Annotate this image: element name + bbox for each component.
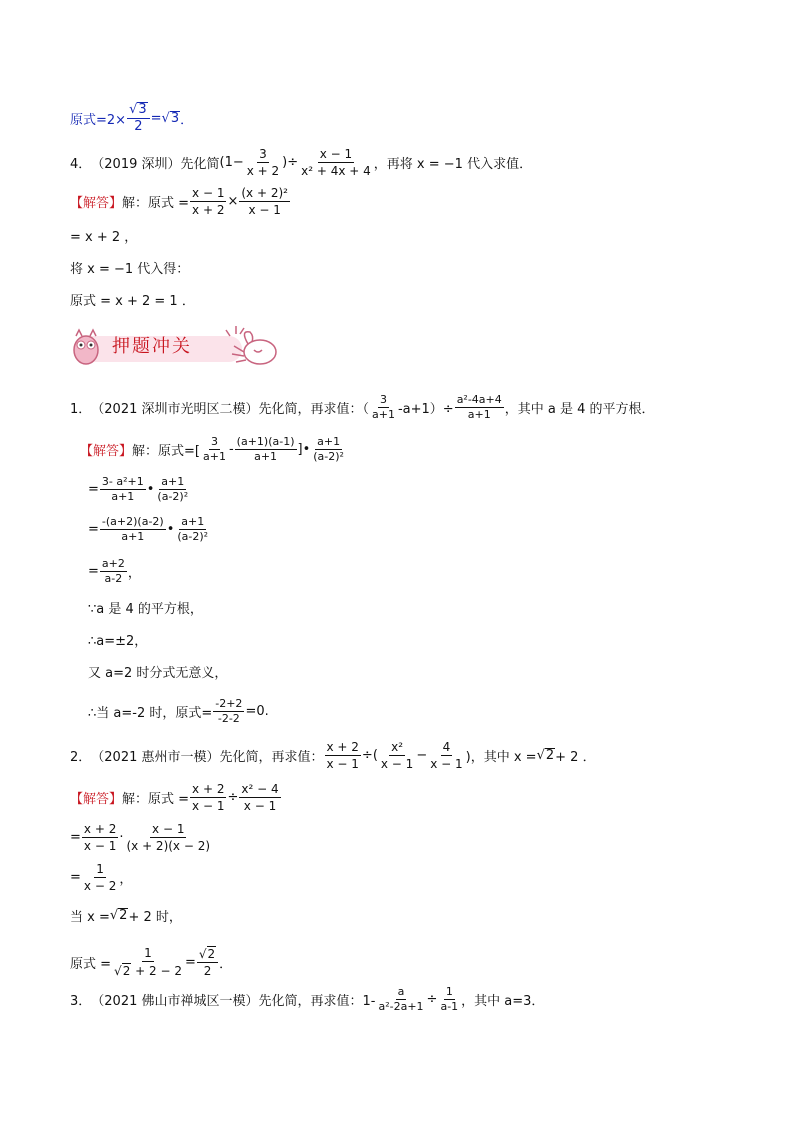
- problem-1: 1． （2021 深圳市光明区二模）先化简，再求值：（ $\frac{3}{a+1}$ -a+1）÷ $\frac{\text{a²-4a+4}}{a+1}$ ，其中 a 是 4 的平方根．: [70, 393, 655, 421]
- q4-answer-line-3: 将 x = −1 代入得：: [70, 262, 190, 277]
- p1-answer-line-8: ∴当 a=-2 时，原式= $\frac{-2+2}{-2-2}$ =0.: [88, 697, 269, 725]
- problem-2: 2． （2021 惠州市一模）先化简，再求值： $\frac{x + 2}{x - 1}$ ÷( $\frac{\text{x²}}{x - 1}$ − $\frac{4}{x - 1}$ )，其中 x = √ 2 + 2 ．: [70, 740, 596, 771]
- p2-answer-line-2: = $\frac{x + 2}{x - 1}$ · $\frac{x - 1}{(x + 2)(x - 2)}$: [70, 822, 211, 853]
- q4-answer-line-4: 原式 = x + 2 = 1 ．: [70, 294, 195, 309]
- p2-answer-line-1: 【解答】 解：原式 = $\frac{x + 2}{x - 1}$ ÷ $\frac{\text{x² − 4}}{x - 1}$: [70, 782, 279, 813]
- section-banner: [64, 322, 284, 368]
- p1-answer-line-1: 【解答】 解：原式=[ $\frac{3}{a+1}$ - $\frac{(a+1)(a-1)}{a+1}$ ]• $\frac{a+1}{\text{(a-2)²}}$: [80, 435, 344, 463]
- question-4: 4． （2019 深圳）先化简 (1− $\frac{3}{x + 2}$ )÷ $\frac{x - 1}{\text{x² + 4x + 4}}$ ，再将 x = −1 代入求值．: [70, 147, 533, 178]
- p1-answer-line-5: ∵a 是 4 的平方根，: [88, 602, 203, 617]
- p2-answer-line-3: = $\frac{1}{x - 2}$ ，: [70, 862, 133, 893]
- problem-3: 3． （2021 佛山市禅城区一模）先化简，再求值：1- $\frac{a}{\text{a²-2a+1}}$ ÷ $\frac{1}{a-1}$ ，其中 a=3．: [70, 985, 545, 1013]
- p2-answer-line-4: 当 x = √ 2 + 2 时，: [70, 908, 182, 925]
- fraction-sqrt3-over-2: √ 3 2: [127, 102, 150, 134]
- p1-answer-line-7: 又 a=2 时分式无意义，: [88, 666, 228, 681]
- p1-answer-line-3: = $\frac{-(a+2)(a-2)}{a+1}$ • $\frac{a+1}{\text{(a-2)²}}$: [88, 515, 209, 543]
- p2-answer-line-5: 原式 = 1 √ 2 + 2 − 2 = √ 2 2 ．: [70, 946, 233, 978]
- banner-title: 押题冲关: [112, 336, 192, 357]
- p1-answer-line-4: = $\frac{a+2}{a-2}$ ，: [88, 557, 141, 585]
- owl-icon: [74, 330, 98, 364]
- p1-answer-line-2: = $\frac{\text{3- a²+1}}{a+1}$ • $\frac{a+1}{\text{(a-2)²}}$: [88, 475, 189, 503]
- q4-answer-line-1: 【解答】 解：原式 = $\frac{x - 1}{x + 2}$ × $\frac{\text{(x + 2)²}}{x - 1}$: [70, 186, 288, 217]
- q4-answer-line-2: = x + 2 ，: [70, 230, 138, 245]
- p1-answer-line-6: ∴a=±2，: [88, 634, 148, 649]
- line-top-result: 原式=2× √ 3 2 = √ 3 ．: [70, 102, 194, 134]
